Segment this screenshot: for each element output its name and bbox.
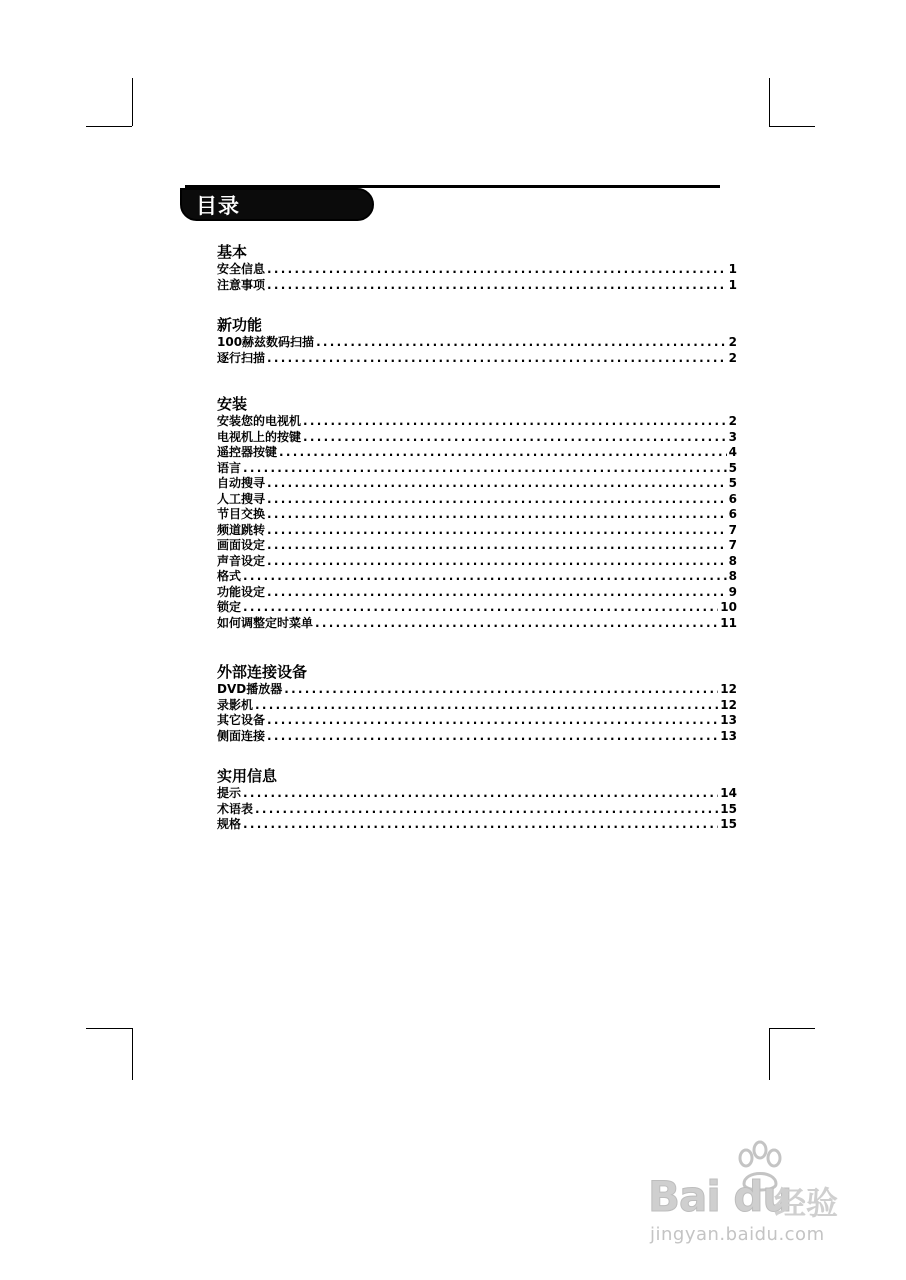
toc-section-practical-info [217,766,737,833]
dot-leader [303,414,727,430]
crop-mark-top-right-v [769,78,770,126]
dot-leader [243,569,727,585]
crop-mark-bottom-left-v [132,1028,133,1080]
toc-entry [217,538,737,554]
dot-leader [243,600,718,616]
dot-leader [303,430,727,446]
toc-entry [217,262,737,278]
toc-entry [217,682,737,698]
dot-leader [267,507,727,523]
crop-mark-bottom-right-h [769,1028,815,1029]
toc-entry [217,786,737,802]
section-title: 安装 [217,395,248,413]
toc-entry-label: 锁定 [217,600,242,614]
toc-entry-label: 格式 [217,569,242,583]
toc-entry-label: 100赫兹数码扫描 [217,335,315,349]
dot-leader [284,682,718,698]
toc-entry-page: 8 [728,553,737,568]
dot-leader [267,476,727,492]
toc-section-external-devices [217,662,737,744]
toc-entry-page: 5 [728,460,737,475]
dot-leader [267,729,718,745]
toc-entry-page: 2 [728,350,737,365]
toc-entry-page: 2 [728,335,737,349]
dot-leader [243,786,718,802]
toc-entry [217,616,737,632]
dot-leader [255,698,718,714]
toc-entry [217,335,737,351]
toc-entry-page: 1 [728,277,737,292]
toc-entry [217,585,737,601]
toc-entry-page: 7 [728,522,737,537]
toc-entry-label: 注意事项 [217,277,266,292]
dot-leader [316,335,727,351]
toc-entry [217,430,737,446]
section-title: 实用信息 [217,767,278,785]
dot-leader [267,262,727,278]
title-banner [180,188,374,221]
crop-mark-top-right-h [769,126,815,127]
toc-entry-label: 遥控器按键 [217,445,278,459]
toc-entry [217,554,737,570]
toc-entry-label: 其它设备 [217,713,266,727]
toc-entry-page: 6 [728,491,737,506]
toc-entry-page: 11 [720,615,737,630]
toc-section-basic [217,242,737,293]
toc-entry-page: 2 [728,414,737,428]
dot-leader [267,523,727,539]
toc-entry-page: 14 [720,786,737,800]
toc-entry [217,802,737,818]
toc-entry-label: 声音设定 [217,553,266,568]
toc-entry [217,600,737,616]
toc-entry-label: 术语表 [217,801,254,816]
toc-entry [217,523,737,539]
dot-leader [267,585,727,601]
dot-leader [243,817,718,833]
toc-section-installation [217,394,737,631]
toc-entry-page: 12 [720,682,737,696]
watermark-brand: Bai du [648,1172,792,1221]
dot-leader [267,713,718,729]
toc-entry-page: 1 [728,262,737,276]
toc-entry-label: DVD播放器 [217,682,283,696]
toc-entry [217,461,737,477]
section-title: 基本 [217,243,248,261]
toc-entry-label: 电视机上的按键 [217,429,302,444]
toc-entry-label: 录影机 [217,697,254,712]
toc-entry [217,492,737,508]
crop-mark-top-left-h [86,126,132,127]
dot-leader [267,278,727,294]
toc-entry-page: 15 [720,817,737,831]
dot-leader [279,445,727,461]
toc-entry-label: 规格 [217,817,242,831]
toc-entry-label: 侧面连接 [217,728,266,743]
toc-entry-label: 人工搜寻 [217,491,266,506]
toc-section-new-features [217,315,737,366]
toc-entry-page: 6 [728,507,737,521]
toc-entry [217,569,737,585]
toc-entry-label: 功能设定 [217,584,266,599]
dot-leader [315,616,718,632]
toc-entry [217,278,737,294]
toc-entry-page: 9 [728,584,737,599]
dot-leader [267,538,727,554]
crop-mark-bottom-right-v [769,1028,770,1080]
section-title: 新功能 [217,316,263,334]
toc-entry-label: 画面设定 [217,538,266,552]
toc-entry-label: 逐行扫描 [217,350,266,365]
watermark-cn: 经验 [774,1184,839,1222]
toc-entry-page: 15 [720,801,737,816]
toc-entry-page: 5 [728,476,737,490]
toc-entry [217,729,737,745]
toc-entry [217,445,737,461]
toc-entry-page: 13 [720,713,737,727]
toc-entry-label: 安全信息 [217,262,266,276]
toc-entry-page: 13 [720,728,737,743]
watermark-url: jingyan.baidu.com [650,1224,825,1245]
toc-entry [217,351,737,367]
dot-leader [243,461,727,477]
toc-entry [217,698,737,714]
toc-entry-page: 3 [728,429,737,444]
toc-entry-label: 节目交换 [217,507,266,521]
toc-entry-label: 自动搜寻 [217,476,266,490]
toc-entry-label: 提示 [217,786,242,800]
toc-entry [217,817,737,833]
toc-entry-page: 10 [720,600,737,614]
section-title: 外部连接设备 [217,663,308,681]
dot-leader [255,802,718,818]
toc-entry-label: 如何调整定时菜单 [217,615,314,630]
toc-entry [217,713,737,729]
toc-entry [217,476,737,492]
crop-mark-bottom-left-h [86,1028,132,1029]
toc-entry-label: 语言 [217,460,242,475]
crop-mark-top-left-v [132,78,133,126]
dot-leader [267,351,727,367]
page-title: 目录 [196,194,240,218]
toc-entry-page: 4 [728,445,737,459]
toc-entry-page: 8 [728,569,737,583]
toc-entry [217,414,737,430]
dot-leader [267,492,727,508]
toc-entry-page: 7 [728,538,737,552]
baidu-jingyan-watermark [648,1138,858,1248]
toc-entry-page: 12 [720,697,737,712]
toc-entry-label: 频道跳转 [217,522,266,537]
toc-entry [217,507,737,523]
dot-leader [267,554,727,570]
toc-entry-label: 安装您的电视机 [217,414,302,428]
